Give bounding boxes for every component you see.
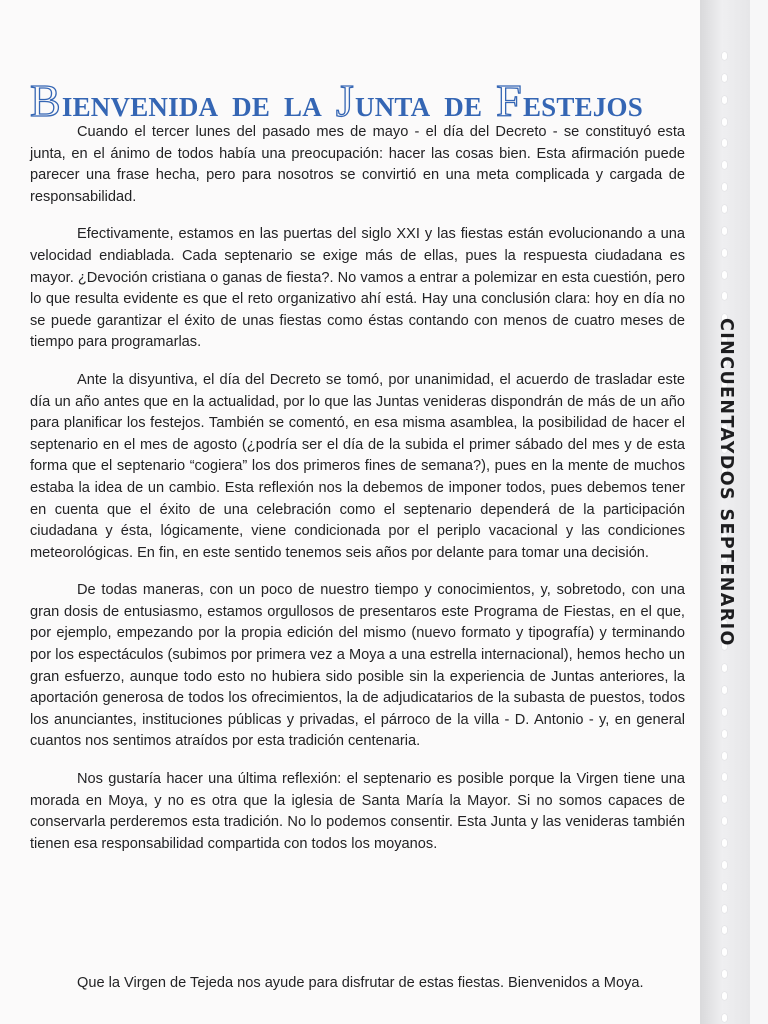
- binding-hole: [722, 1014, 727, 1022]
- article-body: [30, 122, 685, 871]
- title-word: BIENVENIDA: [30, 75, 219, 127]
- title-word: LA: [284, 92, 322, 123]
- binding-hole: [722, 74, 727, 82]
- binding-hole: [722, 205, 727, 213]
- closing-line: Que la Virgen de Tejeda nos ayude para disfrutar de estas fiestas. Bienvenidos a Moya.: [77, 974, 644, 991]
- binding-hole: [722, 883, 727, 891]
- title-word: DE: [444, 92, 483, 123]
- paragraph: Efectivamente, estamos en las puertas del siglo XXI y las fiestas están evolucionando a una velocidad endiablada. Cada septenario se exige más de ellas, pues la respuesta ciudadana es mayor. ¿Devoción cristiana o ganas de fiesta?. No vamos a entrar a polemizar en esta cuestión, pero lo que resulta evidente es que el reto organizativo ahí está. Hay una conclusión clara: hoy en día no se puede garantizar el éxito de unas fiestas como éstas contando con menos de cuatro meses de tiempo para programarlas.: [30, 226, 685, 351]
- title-word: JUNTA: [335, 75, 431, 127]
- binding-hole: [722, 139, 727, 147]
- binding-hole: [722, 795, 727, 803]
- binding-hole: [722, 227, 727, 235]
- binding-hole: [722, 292, 727, 300]
- title-word: FESTEJOS: [496, 75, 643, 127]
- paragraph: Ante la disyuntiva, el día del Decreto se tomó, por unanimidad, el acuerdo de trasladar este día un año antes que en la actualidad, por lo que las Juntas venideras dispondrán de más de un año para planificar los festejos. También se comentó, en esa misma asamblea, la posibilidad de hacer el septenario en el mes de agosto (¿podría ser el día de la subida el primer sábado del mes y de esta forma que el septenario “cogiera” los dos primeros fines de semana?), pues en la mente de muchos estaba la idea de un cambio. Esta reflexión nos la debemos de imponer todos, pues debemos tener en cuenta que el éxito de una celebración como el septenario dependerá de la participación ciudadana y ésta, lógicamente, viene condicionada por el periplo vacacional y las condiciones meteorológicas. En fin, en este sentido tenemos seis años por delante para tomar una decisión.: [30, 371, 685, 561]
- binding-hole: [722, 96, 727, 104]
- page-edge: [750, 0, 768, 1024]
- binding-hole: [722, 161, 727, 169]
- paragraph: Nos gustaría hacer una última reflexión: el septenario es posible porque la Virgen tiene una morada en Moya, y no es otra que la iglesia de Santa María la Mayor. Si no somos capaces de conservarla perderemos esta tradición. No lo podemos consentir. Esta Junta y las venideras también tienen esa responsabilidad compartida con todos los moyanos.: [30, 771, 685, 852]
- binding-hole: [722, 118, 727, 126]
- binding-hole: [722, 948, 727, 956]
- side-band-title: CINCUENTAYDOS SEPTENARIO: [716, 318, 736, 647]
- paragraph: De todas maneras, con un poco de nuestro tiempo y conocimientos, y, sobretodo, con una gran dosis de entusiasmo, estamos orgullosos de presentaros este Programa de Fiestas, en el que, por ejemplo, empezando por la propia edición del mismo (nuevo formato y tipografía) y terminando por los espectáculos (subimos por primera vez a Moya a una estrella internacional), hemos hecho un gran esfuerzo, aunque todo esto no hubiera sido posible sin la experiencia de Juntas anteriores, la aportación generosa de todos los ofrecimientos, la de adjudicatarios de la subasta de puestos, todos los anunciantes, instituciones públicas y privadas, el párroco de la villa - D. Antonio - y, en general cuantos nos sentimos atraídos por esta tradición centenaria.: [30, 582, 685, 750]
- binding-hole: [722, 905, 727, 913]
- binding-hole: [722, 861, 727, 869]
- page-title: [30, 75, 690, 128]
- binding-hole: [722, 249, 727, 257]
- title-initial-capital: B: [30, 75, 61, 127]
- title-initial-capital: J: [335, 75, 355, 127]
- binding-hole: [722, 52, 727, 60]
- binding-hole: [722, 183, 727, 191]
- title-initial-capital: F: [496, 75, 522, 127]
- paragraph: Cuando el tercer lunes del pasado mes de mayo - el día del Decreto - se constituyó esta junta, en el ánimo de todos había una preocupación: hacer las cosas bien. Esta afirmación puede parecer una frase hecha, pero para nosotros se convirtió en una meta complicada y cargada de responsabilidad.: [30, 124, 685, 205]
- binding-hole: [722, 839, 727, 847]
- binding-hole: [722, 970, 727, 978]
- binding-hole: [722, 926, 727, 934]
- title-word: DE: [232, 92, 271, 123]
- binding-hole: [722, 817, 727, 825]
- binding-hole: [722, 992, 727, 1000]
- binding-hole: [722, 271, 727, 279]
